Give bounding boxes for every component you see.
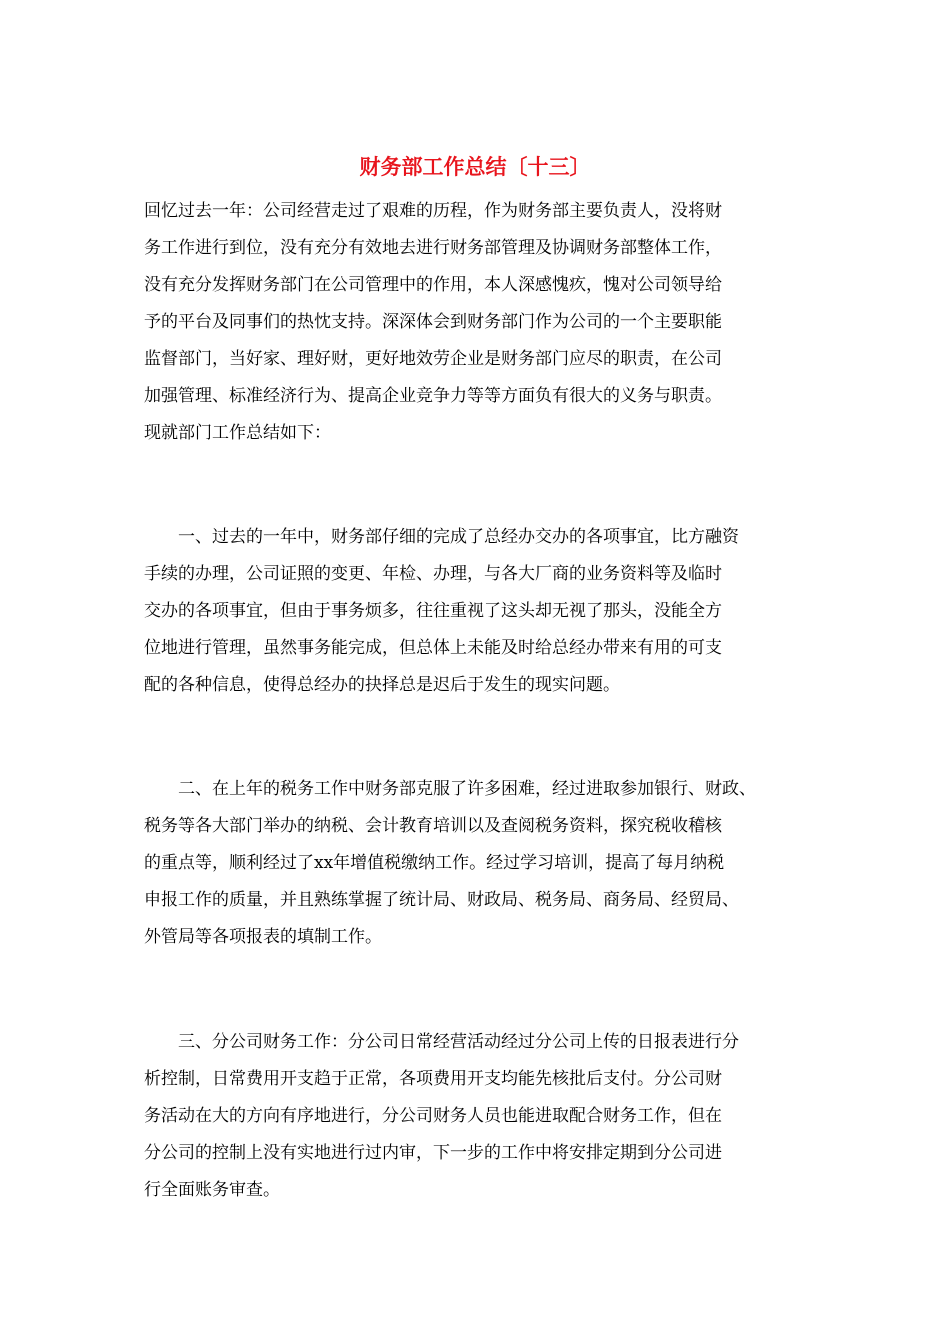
paragraph-line: 配的各种信息，使得总经办的抉择总是迟后于发生的现实问题。	[144, 675, 620, 695]
paragraph-line: 一、过去的一年中，财务部仔细的完成了总经办交办的各项事宜，比方融资	[144, 527, 739, 547]
paragraph-line: 加强管理、标准经济行为、提高企业竞争力等等方面负有很大的义务与职责。	[144, 386, 722, 406]
paragraph-line: 三、分公司财务工作：分公司日常经营活动经过分公司上传的日报表进行分	[144, 1032, 739, 1052]
paragraph-line: 行全面账务审查。	[144, 1180, 280, 1200]
paragraph-line: 回忆过去一年：公司经营走过了艰难的历程，作为财务部主要负责人，没将财	[144, 201, 722, 221]
paragraph-intro	[144, 193, 824, 452]
paragraph-line: 外管局等各项报表的填制工作。	[144, 927, 382, 947]
paragraph-line: 没有充分发挥财务部门在公司管理中的作用，本人深感愧疚，愧对公司领导给	[144, 275, 722, 295]
paragraph-line: 手续的办理，公司证照的变更、年检、办理，与各大厂商的业务资料等及临时	[144, 564, 722, 584]
paragraph-line: 现就部门工作总结如下：	[144, 423, 331, 443]
paragraph-line: 予的平台及同事们的热忱支持。深深体会到财务部门作为公司的一个主要职能	[144, 312, 722, 332]
paragraph-line: 监督部门，当好家、理好财，更好地效劳企业是财务部门应尽的职责，在公司	[144, 349, 722, 369]
paragraph-line: 分公司的控制上没有实地进行过内审，下一步的工作中将安排定期到分公司进	[144, 1143, 722, 1163]
paragraph-line: 析控制，日常费用开支趋于正常，各项费用开支均能先核批后支付。分公司财	[144, 1069, 722, 1089]
paragraph-section-2	[144, 771, 824, 956]
paragraph-line: 二、在上年的税务工作中财务部克服了许多困难，经过进取参加银行、财政、	[144, 779, 756, 799]
paragraph-line: 的重点等，顺利经过了xx年增值税缴纳工作。经过学习培训，提高了每月纳税	[144, 853, 725, 873]
document-title: 财务部工作总结〔十三〕	[359, 154, 591, 179]
paragraph-line: 位地进行管理，虽然事务能完成，但总体上未能及时给总经办带来有用的可支	[144, 638, 722, 658]
paragraph-line: 交办的各项事宜，但由于事务烦多，往往重视了这头却无视了那头，没能全方	[144, 601, 722, 621]
paragraph-line: 申报工作的质量，并且熟练掌握了统计局、财政局、税务局、商务局、经贸局、	[144, 890, 739, 910]
paragraph-section-1	[144, 519, 824, 704]
paragraph-line: 务工作进行到位，没有充分有效地去进行财务部管理及协调财务部整体工作，	[144, 238, 722, 258]
paragraph-line: 税务等各大部门举办的纳税、会计教育培训以及查阅税务资料，探究税收稽核	[144, 816, 722, 836]
paragraph-section-3	[144, 1024, 824, 1209]
paragraph-line: 务活动在大的方向有序地进行，分公司财务人员也能进取配合财务工作，但在	[144, 1106, 722, 1126]
